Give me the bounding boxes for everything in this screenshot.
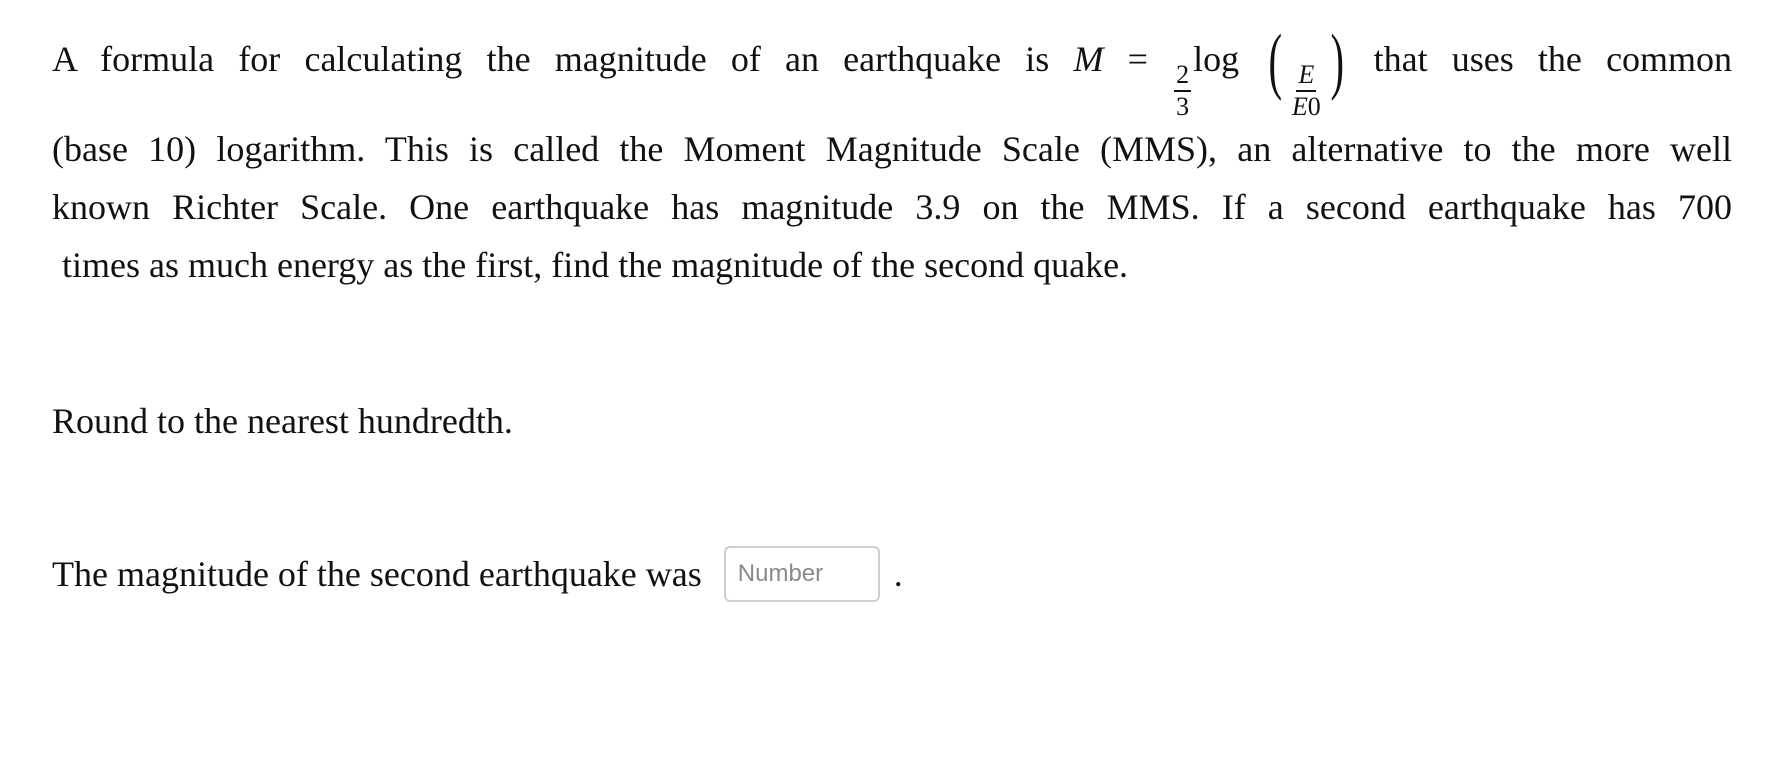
question-line-4: times as much energy as the first, find the magnitude of the second quake. [62, 244, 1129, 285]
argument-numerator: E [1296, 62, 1316, 92]
question-line-2: (base 10) logarithm. This is called the Moment Magnitude Scale (MMS), an alternative to the more well [52, 128, 1732, 169]
question-text [52, 20, 1733, 294]
formula-coefficient [1174, 62, 1191, 120]
answer-period: . [893, 554, 903, 594]
formula-equals: = [1127, 39, 1148, 79]
coefficient-denominator: 3 [1176, 91, 1190, 121]
question-line-1-end: that uses the common [1373, 39, 1733, 79]
question-intro: A formula for calculating the magnitude of an earthquake is [52, 39, 1050, 79]
answer-prompt: The magnitude of the second earthquake was [52, 554, 702, 594]
answer-number-input[interactable] [724, 546, 880, 602]
formula-lhs: M [1073, 39, 1104, 79]
formula-argument [1290, 62, 1323, 120]
coefficient-numerator: 2 [1174, 62, 1191, 92]
question-line-3: known Richter Scale. One earthquake has magnitude 3.9 on the MMS. If a second earthquake has 700 [52, 186, 1732, 227]
rounding-instruction: Round to the nearest hundredth. [52, 401, 513, 441]
question-line-1 [52, 20, 1733, 121]
paren-close: ) [1330, 20, 1344, 102]
paren-open: ( [1268, 20, 1283, 102]
formula-log: log [1193, 39, 1240, 79]
argument-denominator [1290, 92, 1323, 120]
argument-denominator-symbol: E [1291, 91, 1308, 121]
argument-denominator-subscript: 0 [1307, 91, 1321, 121]
formula [1073, 20, 1373, 121]
answer-row [52, 546, 903, 602]
